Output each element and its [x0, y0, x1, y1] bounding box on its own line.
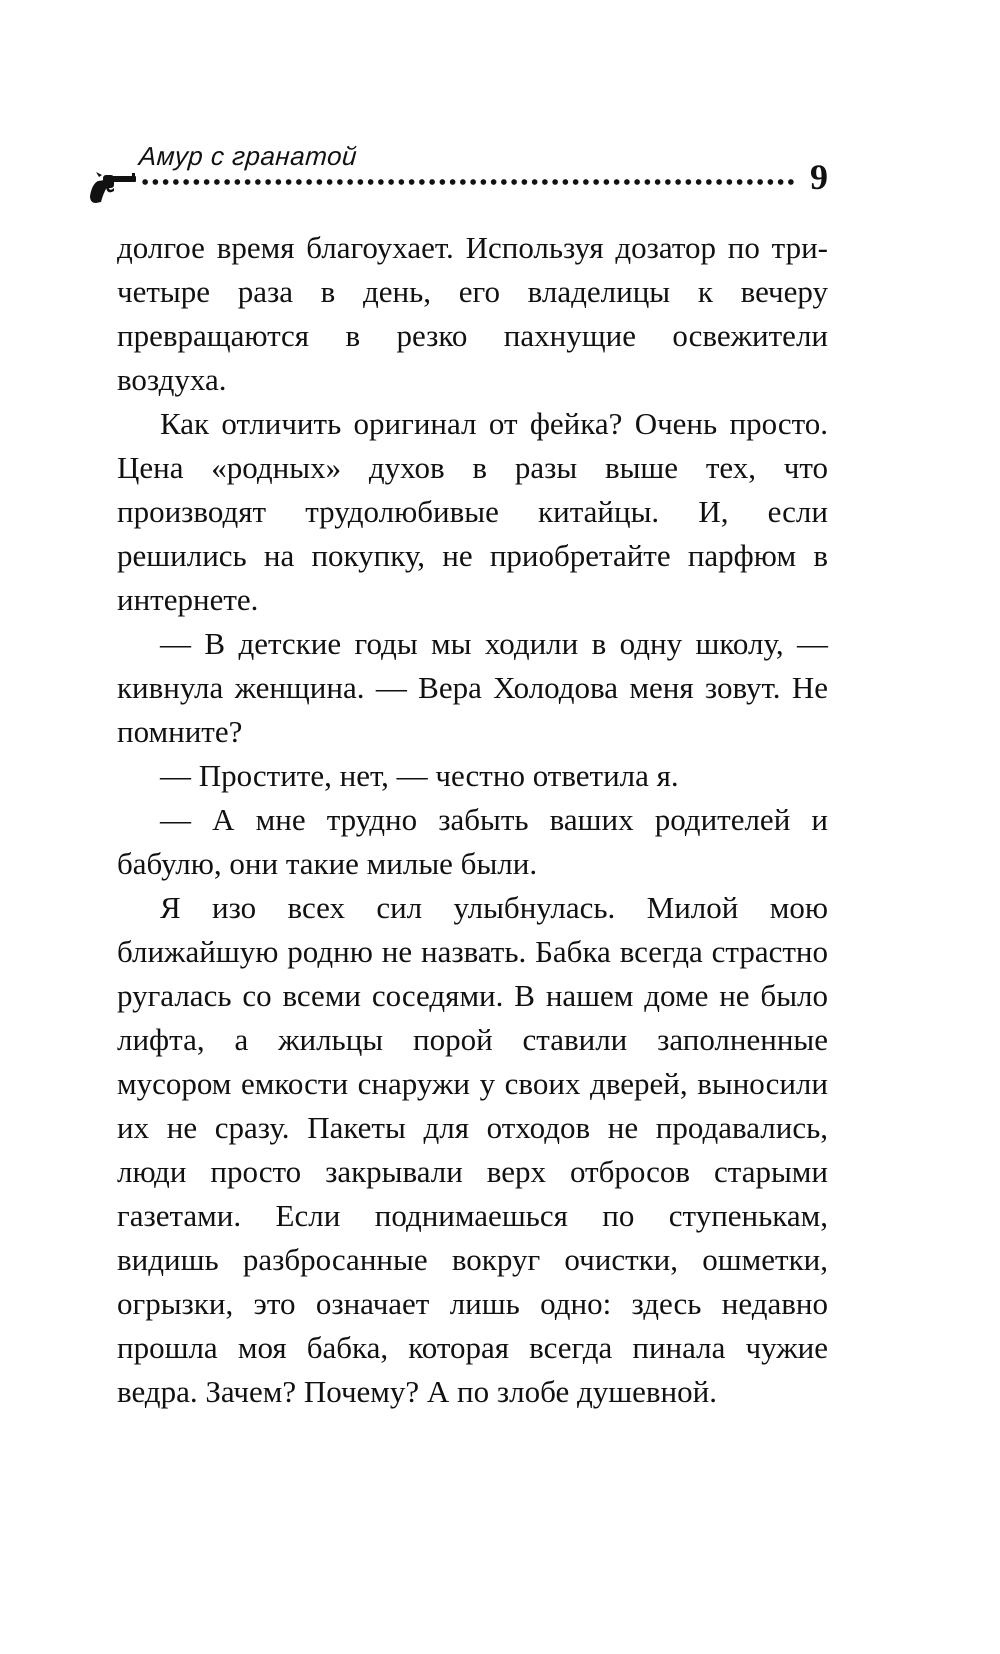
page-number: 9	[810, 157, 828, 197]
paragraph: Как отличить оригинал от фейка? Очень просто. Цена «родных» духов в разы выше тех, что производят трудолюбивые китайцы. И, если решились на покупку, не приобретайте парфюм в интернете.	[117, 406, 828, 617]
paragraph: долгое время благоухает. Используя дозатор по три-четыре раза в день, его владелицы к вечеру превращаются в резко пахнущие освежители воздуха.	[117, 230, 828, 397]
body-text	[117, 226, 828, 1414]
paragraph: — В детские годы мы ходили в одну школу, — кивнула женщина. — Вера Холодова меня зовут. Не помните?	[117, 626, 828, 749]
paragraph: Я изо всех сил улыбнулась. Милой мою ближайшую родню не назвать. Бабка всегда страстно ругалась со всеми соседями. В нашем доме не было лифта, а жильцы порой ставили заполненные мусором емкости снаружи у своих дверей, выносили их не сразу. Пакеты для отходов не продавались, люди просто закрывали верх отбросов старыми газетами. Если поднимаешься по ступенькам, видишь разбросанные вокруг очистки, ошметки, огрызки, это означает лишь одно: здесь недавно прошла моя бабка, которая всегда пинала чужие ведра. Зачем? Почему? А по злобе душевной.	[117, 890, 828, 1409]
dotted-rule	[140, 178, 796, 186]
revolver-icon	[90, 172, 138, 204]
page-header	[0, 0, 1000, 200]
paragraph: — А мне трудно забыть ваших родителей и бабулю, они такие милые были.	[117, 802, 828, 881]
running-title: Амур с гранатой	[137, 141, 359, 171]
paragraph: — Простите, нет, — честно ответила я.	[160, 758, 679, 793]
